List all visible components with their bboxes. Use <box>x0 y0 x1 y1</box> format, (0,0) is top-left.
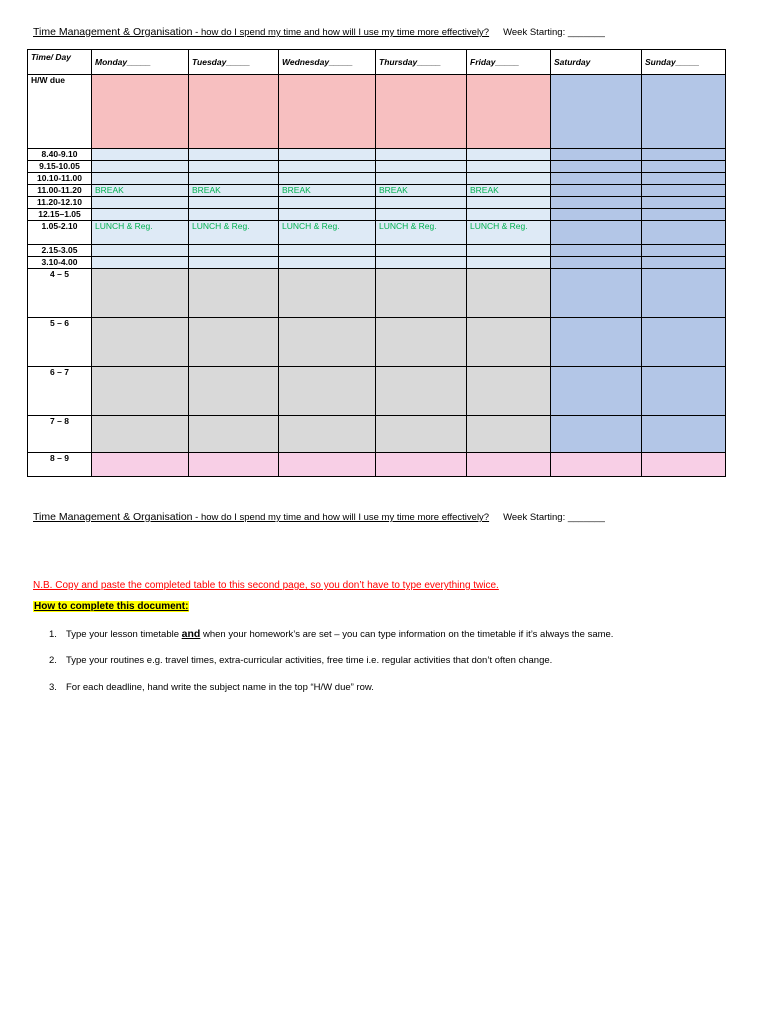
slot-cell[interactable] <box>279 149 376 161</box>
slot-cell[interactable] <box>279 209 376 221</box>
evening-row <box>28 367 726 416</box>
evening-cell[interactable] <box>376 416 467 453</box>
day-wednesday: Wednesday_____ <box>279 50 376 75</box>
slot-cell[interactable] <box>467 209 551 221</box>
time-row <box>28 149 726 161</box>
slot-cell[interactable] <box>467 257 551 269</box>
evening-cell-weekend[interactable] <box>642 416 726 453</box>
time-row <box>28 197 726 209</box>
slot-cell-weekend[interactable] <box>551 245 642 257</box>
slot-cell-weekend[interactable] <box>642 173 726 185</box>
timetable <box>27 49 726 477</box>
slot-cell[interactable] <box>467 149 551 161</box>
lunch-cell[interactable]: LUNCH & Reg. <box>189 221 279 245</box>
time-label: 8.40-9.10 <box>28 149 92 161</box>
time-label: 4 – 5 <box>28 269 92 318</box>
break-cell[interactable]: BREAK <box>92 185 189 197</box>
evening-cell[interactable] <box>92 416 189 453</box>
hw-cell[interactable] <box>92 75 189 149</box>
slot-cell[interactable] <box>376 149 467 161</box>
slot-cell[interactable] <box>189 161 279 173</box>
evening-cell[interactable] <box>189 318 279 367</box>
late-cell[interactable] <box>467 453 551 477</box>
day-monday: Monday_____ <box>92 50 189 75</box>
evening-row <box>28 269 726 318</box>
step-emphasis: and <box>181 628 201 640</box>
break-cell[interactable]: BREAK <box>467 185 551 197</box>
day-friday: Friday_____ <box>467 50 551 75</box>
slot-cell[interactable] <box>92 245 189 257</box>
slot-cell-weekend[interactable] <box>642 209 726 221</box>
slot-cell-weekend[interactable] <box>551 161 642 173</box>
header-line-top <box>33 26 605 38</box>
time-label: 11.20-12.10 <box>28 197 92 209</box>
slot-cell-weekend[interactable] <box>642 149 726 161</box>
evening-row <box>28 416 726 453</box>
time-row <box>28 257 726 269</box>
lunch-cell[interactable]: LUNCH & Reg. <box>376 221 467 245</box>
time-label: 12.15–1.05 <box>28 209 92 221</box>
evening-cell[interactable] <box>92 318 189 367</box>
slot-cell[interactable] <box>467 245 551 257</box>
slot-cell-weekend[interactable] <box>642 221 726 245</box>
doc-subtitle-second: - how do I spend my time and how will I use my time more effectively? <box>192 512 490 523</box>
nb-note: N.B. Copy and paste the completed table to this second page, so you don’t have to type everything twice. <box>33 580 499 591</box>
evening-cell[interactable] <box>467 367 551 416</box>
slot-cell[interactable] <box>92 173 189 185</box>
slot-cell[interactable] <box>279 257 376 269</box>
time-label: 7 – 8 <box>28 416 92 453</box>
time-label: 8 – 9 <box>28 453 92 477</box>
slot-cell-weekend[interactable] <box>642 245 726 257</box>
late-cell[interactable] <box>551 453 642 477</box>
hw-cell[interactable] <box>467 75 551 149</box>
evening-cell[interactable] <box>467 269 551 318</box>
slot-cell[interactable] <box>467 161 551 173</box>
list-item <box>49 655 613 682</box>
lunch-cell[interactable]: LUNCH & Reg. <box>92 221 189 245</box>
slot-cell-weekend[interactable] <box>642 197 726 209</box>
late-row <box>28 453 726 477</box>
step-number: 2. <box>49 655 57 666</box>
slot-cell[interactable] <box>376 245 467 257</box>
hw-cell[interactable] <box>279 75 376 149</box>
slot-cell-weekend[interactable] <box>551 185 642 197</box>
slot-cell[interactable] <box>279 161 376 173</box>
lunch-cell[interactable]: LUNCH & Reg. <box>467 221 551 245</box>
doc-title-second: Time Management & Organisation <box>33 511 193 523</box>
evening-cell[interactable] <box>189 367 279 416</box>
evening-cell[interactable] <box>189 416 279 453</box>
slot-cell[interactable] <box>189 149 279 161</box>
evening-cell[interactable] <box>467 318 551 367</box>
evening-cell-weekend[interactable] <box>551 367 642 416</box>
day-sunday: Sunday_____ <box>642 50 726 75</box>
step-text: For each deadline, hand write the subject name in the top “H/W due” row. <box>66 682 374 693</box>
slot-cell[interactable] <box>92 149 189 161</box>
late-cell[interactable] <box>642 453 726 477</box>
slot-cell[interactable] <box>467 173 551 185</box>
hw-cell-weekend[interactable] <box>551 75 642 149</box>
break-cell[interactable]: BREAK <box>189 185 279 197</box>
list-item <box>49 682 613 709</box>
evening-cell[interactable] <box>92 367 189 416</box>
slot-cell-weekend[interactable] <box>551 257 642 269</box>
step-text: Type your routines e.g. travel times, extra-curricular activities, free time i.e. regular activities that don’t often change. <box>66 655 553 666</box>
late-cell[interactable] <box>376 453 467 477</box>
time-label: 1.05-2.10 <box>28 221 92 245</box>
evening-row <box>28 318 726 367</box>
slot-cell[interactable] <box>376 197 467 209</box>
header-line-second <box>33 511 605 523</box>
instruction-list <box>49 628 613 709</box>
slot-cell[interactable] <box>279 245 376 257</box>
step-text: Type your lesson timetable <box>66 629 182 640</box>
time-label: 5 – 6 <box>28 318 92 367</box>
slot-cell-weekend[interactable] <box>642 257 726 269</box>
slot-cell[interactable] <box>376 173 467 185</box>
evening-cell-weekend[interactable] <box>642 367 726 416</box>
time-label: 10.10-11.00 <box>28 173 92 185</box>
step-number: 1. <box>49 629 57 640</box>
slot-cell[interactable] <box>467 197 551 209</box>
how-to-heading: How to complete this document: <box>34 601 189 612</box>
slot-cell[interactable] <box>189 197 279 209</box>
evening-cell[interactable] <box>279 318 376 367</box>
list-item <box>49 628 613 655</box>
slot-cell[interactable] <box>92 209 189 221</box>
time-row <box>28 245 726 257</box>
step-number: 3. <box>49 682 57 693</box>
hw-due-label: H/W due <box>28 75 92 149</box>
slot-cell[interactable] <box>92 257 189 269</box>
slot-cell-weekend[interactable] <box>551 149 642 161</box>
day-thursday: Thursday_____ <box>376 50 467 75</box>
hw-cell[interactable] <box>376 75 467 149</box>
slot-cell[interactable] <box>376 257 467 269</box>
evening-cell-weekend[interactable] <box>642 269 726 318</box>
week-starting-second: Week Starting: _______ <box>503 512 605 523</box>
time-row <box>28 173 726 185</box>
time-label: 3.10-4.00 <box>28 257 92 269</box>
slot-cell-weekend[interactable] <box>551 221 642 245</box>
evening-cell[interactable] <box>376 318 467 367</box>
doc-title: Time Management & Organisation <box>33 26 193 38</box>
step-text: when your homework’s are set – you can type information on the timetable if it’s always the same. <box>200 629 614 640</box>
time-label: 2.15-3.05 <box>28 245 92 257</box>
late-cell[interactable] <box>279 453 376 477</box>
break-cell[interactable]: BREAK <box>376 185 467 197</box>
break-cell[interactable]: BREAK <box>279 185 376 197</box>
evening-cell[interactable] <box>279 269 376 318</box>
slot-cell[interactable] <box>189 257 279 269</box>
day-tuesday: Tuesday_____ <box>189 50 279 75</box>
time-label: 6 – 7 <box>28 367 92 416</box>
evening-cell[interactable] <box>376 269 467 318</box>
time-label: 9.15-10.05 <box>28 161 92 173</box>
late-cell[interactable] <box>92 453 189 477</box>
corner-cell: Time/ Day <box>28 50 92 75</box>
evening-cell[interactable] <box>376 367 467 416</box>
evening-cell[interactable] <box>279 416 376 453</box>
late-cell[interactable] <box>189 453 279 477</box>
slot-cell[interactable] <box>279 197 376 209</box>
time-row <box>28 161 726 173</box>
evening-cell[interactable] <box>189 269 279 318</box>
slot-cell[interactable] <box>279 173 376 185</box>
evening-cell[interactable] <box>279 367 376 416</box>
evening-cell[interactable] <box>92 269 189 318</box>
hw-cell[interactable] <box>189 75 279 149</box>
slot-cell-weekend[interactable] <box>551 197 642 209</box>
hw-due-row <box>28 75 726 149</box>
doc-subtitle: - how do I spend my time and how will I use my time more effectively? <box>192 27 490 38</box>
slot-cell[interactable] <box>189 209 279 221</box>
slot-cell-weekend[interactable] <box>642 185 726 197</box>
slot-cell-weekend[interactable] <box>551 173 642 185</box>
slot-cell[interactable] <box>376 209 467 221</box>
slot-cell[interactable] <box>189 173 279 185</box>
evening-cell-weekend[interactable] <box>642 318 726 367</box>
slot-cell[interactable] <box>92 197 189 209</box>
time-row <box>28 209 726 221</box>
slot-cell[interactable] <box>92 161 189 173</box>
week-starting: Week Starting: _______ <box>503 27 605 38</box>
day-header-row <box>28 50 726 75</box>
time-label: 11.00-11.20 <box>28 185 92 197</box>
slot-cell[interactable] <box>376 161 467 173</box>
break-row <box>28 185 726 197</box>
lunch-cell[interactable]: LUNCH & Reg. <box>279 221 376 245</box>
slot-cell-weekend[interactable] <box>642 161 726 173</box>
slot-cell[interactable] <box>189 245 279 257</box>
slot-cell-weekend[interactable] <box>551 209 642 221</box>
day-saturday: Saturday <box>551 50 642 75</box>
evening-cell-weekend[interactable] <box>551 318 642 367</box>
evening-cell-weekend[interactable] <box>551 416 642 453</box>
hw-cell-weekend[interactable] <box>642 75 726 149</box>
evening-cell-weekend[interactable] <box>551 269 642 318</box>
evening-cell[interactable] <box>467 416 551 453</box>
lunch-row <box>28 221 726 245</box>
